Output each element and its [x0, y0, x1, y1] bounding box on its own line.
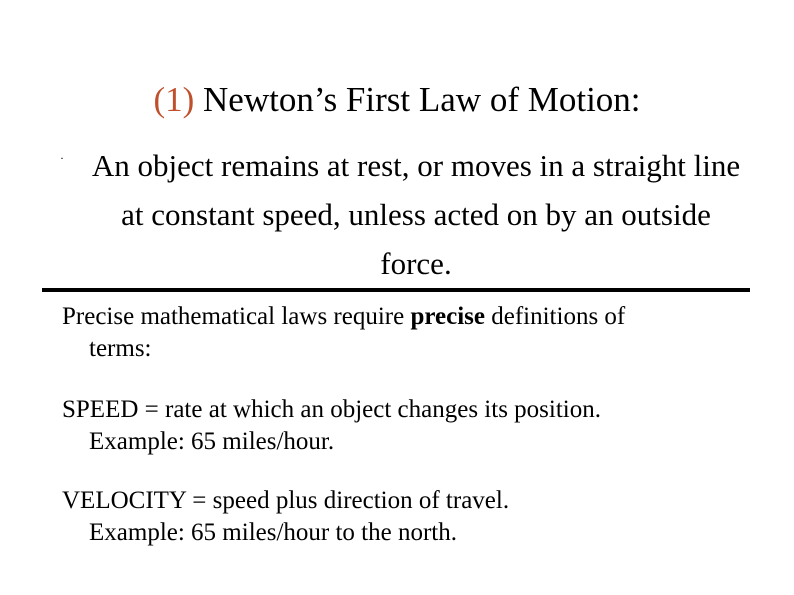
title-text: Newton’s First Law of Motion: — [194, 80, 641, 119]
intro-emphasis: precise — [410, 303, 485, 330]
velocity-example: Example: 65 miles/hour to the north. — [89, 519, 457, 546]
intro-paragraph — [62, 301, 762, 365]
intro-continuation: terms: — [89, 335, 152, 362]
slide-title — [0, 78, 794, 122]
intro-line — [62, 301, 762, 333]
speed-definition — [62, 394, 762, 458]
speed-example: Example: 65 miles/hour. — [89, 428, 335, 455]
velocity-definition-text: VELOCITY = speed plus direction of travel. — [62, 487, 510, 514]
velocity-definition — [62, 485, 762, 549]
divider-rule — [42, 288, 750, 292]
title-number: (1) — [153, 80, 195, 119]
intro-text-before: Precise mathematical laws require — [62, 303, 411, 330]
law-statement: An object remains at rest, or moves in a straight line at constant speed, unless acted on by an outside force. — [91, 148, 741, 281]
stray-mark: · — [60, 151, 64, 165]
intro-text-after: definitions of — [484, 303, 626, 330]
speed-definition-text: SPEED = rate at which an object changes its position. — [62, 396, 601, 423]
